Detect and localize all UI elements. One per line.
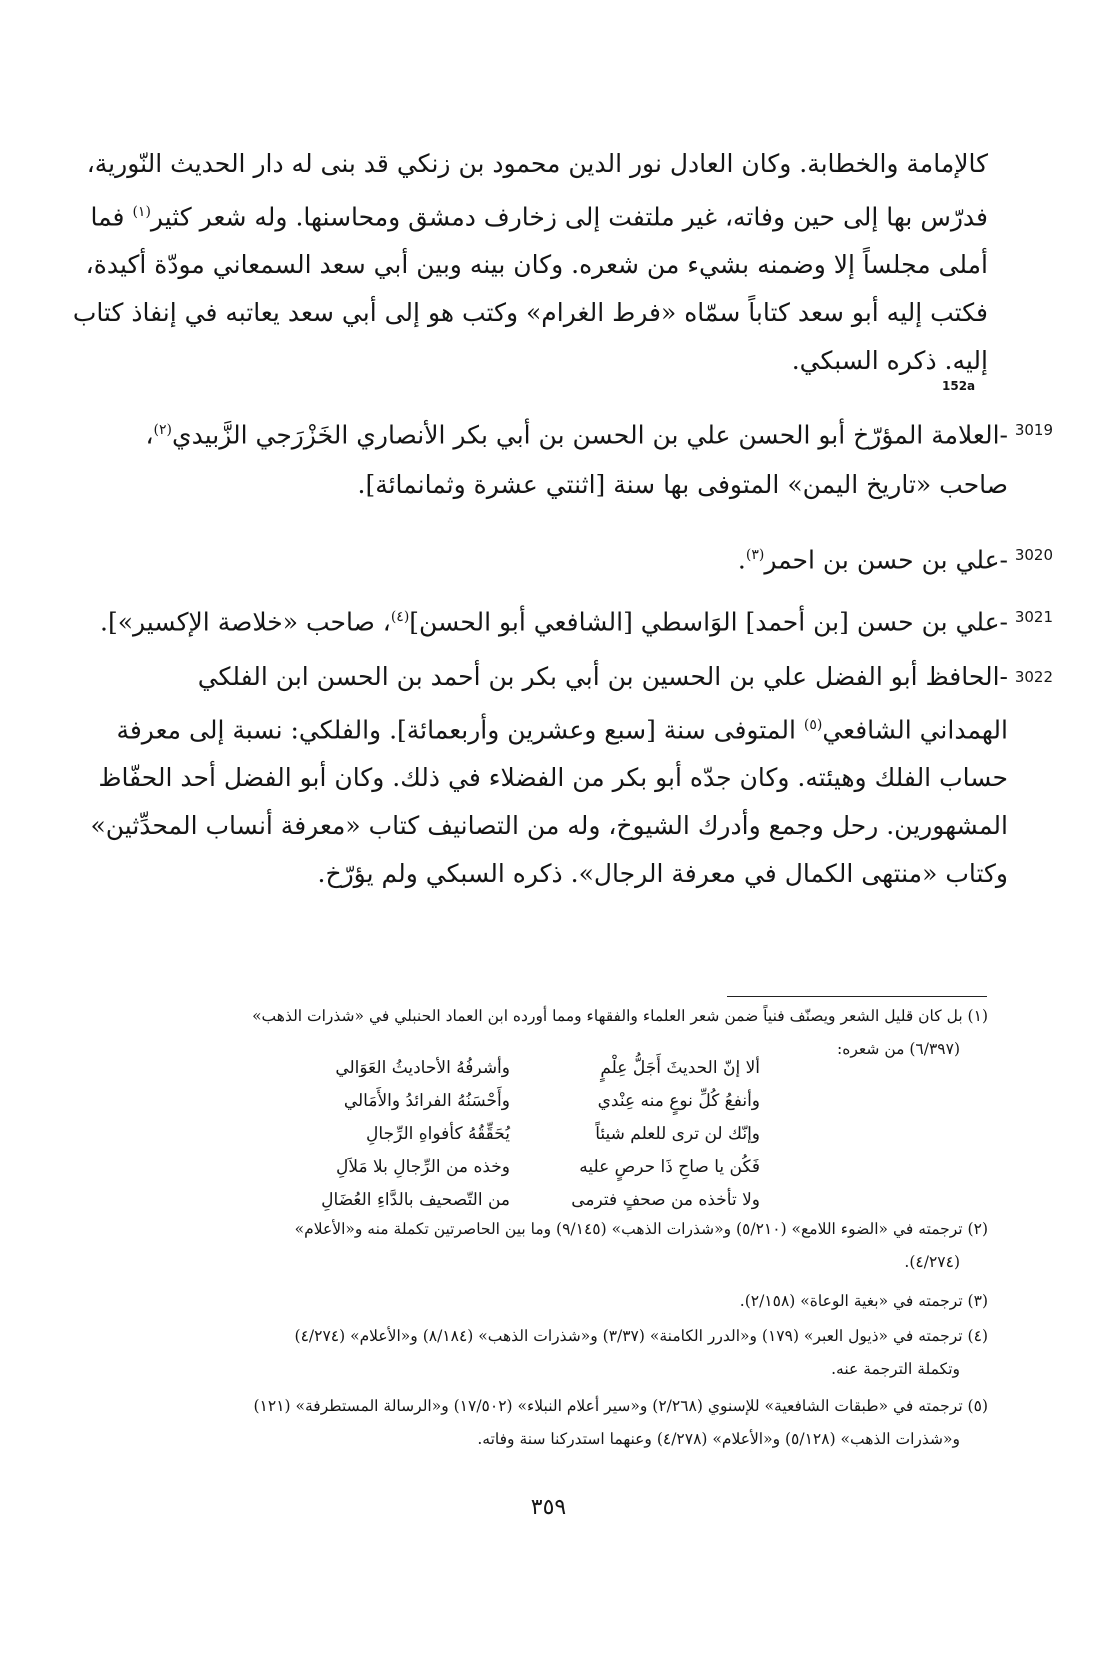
footnote-ref-2[interactable]: (٢) bbox=[153, 422, 172, 438]
entry-3022 bbox=[90, 653, 1053, 898]
footnote-ref-1[interactable]: (١) bbox=[132, 204, 151, 220]
entry-number: 3022 bbox=[1014, 668, 1053, 686]
poem-verse bbox=[300, 1151, 760, 1184]
footnote-ref-4[interactable]: (٤) bbox=[390, 609, 410, 625]
poem-hemistich-second: من التّصحيف بالدَّاءِ العُضَالِ bbox=[321, 1190, 510, 1210]
poem-hemistich-first: ألا إنّ الحديثَ أَجَلُّ عِلْمٍ bbox=[600, 1058, 760, 1078]
intro-line-5: إليه. ذكره السبكي. bbox=[791, 346, 988, 376]
entry-text: -علي بن حسن [بن أحمد] الوَاسطي [الشافعي أبو الحسن] bbox=[409, 607, 1008, 637]
poem bbox=[300, 1052, 760, 1217]
entry-line: المشهورين. رحل وجمع وأدرك الشيوخ، وله من التصانيف كتاب «معرفة أنساب المحدِّثين» bbox=[90, 811, 1008, 841]
entry-line: -الحافظ أبو الفضل علي بن الحسين بن أبي بكر بن أحمد بن الحسن ابن الفلكي bbox=[197, 662, 1008, 691]
entry-3021 bbox=[100, 592, 1053, 647]
footnote-ref-3[interactable]: (٣) bbox=[745, 547, 765, 563]
entry-line bbox=[108, 701, 1008, 754]
footnote-line: (٦/٣٩٧) من شعره: bbox=[837, 1040, 960, 1058]
poem-verse bbox=[300, 1118, 760, 1151]
footnote-divider bbox=[727, 996, 987, 997]
poem-verse bbox=[300, 1085, 760, 1118]
footnote-2-text bbox=[108, 1213, 988, 1279]
footnote-line: (٢) ترجمته في «الضوء اللامع» (٥/٢١٠) و«شذرات الذهب» (٩/١٤٥) وما بين الحاصرتين تكملة منه و«الأعلام» bbox=[294, 1220, 988, 1238]
intro-line-3: أملى مجلساً إلا وضمنه بشيء من شعره. وكان بينه وبين أبي سعد السمعاني مودّة أكيدة، bbox=[85, 250, 988, 280]
poem-hemistich-second: يُحَقِّقُهُ كأفواهِ الرِّجالِ bbox=[366, 1124, 510, 1144]
poem-hemistich-first: ولا تأخذه من صحفٍ فترمى bbox=[571, 1190, 760, 1210]
footnote-line: (١) بل كان قليل الشعر ويصنّف فنياً ضمن شعر العلماء والفقهاء ومما أورده ابن العماد الحنبلي في «شذرات الذهب» bbox=[252, 1007, 988, 1025]
footnote-line: (٤/٢٧٤). bbox=[904, 1253, 960, 1271]
entry-3020 bbox=[108, 530, 1053, 585]
entry-text-tail: ، bbox=[145, 420, 154, 450]
entry-line bbox=[108, 405, 1008, 460]
poem-hemistich-first: فَكُن يا صاحِ ذَا حرصٍ عليه bbox=[579, 1157, 760, 1177]
entry-line: حساب الفلك وهيئته. وكان جدّه أبو بكر من الفضلاء في ذلك. وكان أبو الفضل أحد الحفّاظ bbox=[98, 763, 1008, 793]
footnote-4 bbox=[108, 1320, 988, 1386]
entry-3019 bbox=[108, 405, 1053, 510]
footnote-5 bbox=[108, 1390, 988, 1456]
entry-line bbox=[108, 530, 1008, 585]
footnote-3-text: (٣) ترجمته في «بغية الوعاة» (٢/١٥٨). bbox=[739, 1292, 988, 1310]
poem-verse bbox=[300, 1052, 760, 1085]
footnote-3 bbox=[108, 1285, 988, 1318]
poem-hemistich-first: وإنّك لن ترى للعلم شيئاً bbox=[595, 1124, 760, 1144]
intro-line-2-tail: فما bbox=[90, 202, 133, 232]
footnote-5-text bbox=[108, 1390, 988, 1456]
footnote-line: و«شذرات الذهب» (٥/١٢٨) و«الأعلام» (٤/٢٧٨) وعنهما استدركنا سنة وفاته. bbox=[477, 1430, 960, 1448]
entry-text-tail: ، صاحب «خلاصة الإكسير»]. bbox=[100, 607, 391, 637]
folio-marker: 152a bbox=[942, 379, 976, 393]
intro-line-2-text: فدرّس بها إلى حين وفاته، غير ملتفت إلى زخارف دمشق ومحاسنها. وله شعر كثير bbox=[150, 202, 988, 232]
footnote-2 bbox=[108, 1213, 988, 1279]
intro-line-4: فكتب إليه أبو سعد كتاباً سمّاه «فرط الغرام» وكتب هو إلى أبي سعد يعاتبه في إنفاذ كتاب bbox=[72, 298, 988, 328]
entry-text: الهمداني الشافعي bbox=[822, 715, 1008, 745]
poem-hemistich-first: وأنفعُ كُلِّ نوعٍ منه عِنْدي bbox=[597, 1091, 760, 1111]
entry-text: -علي بن حسن بن احمر bbox=[764, 545, 1008, 575]
intro-paragraph bbox=[72, 140, 988, 385]
footnote-line: وتكملة الترجمة عنه. bbox=[831, 1360, 960, 1378]
poem-hemistich-second: وأَحْسَنُهُ الفرائدُ والأَمَالي bbox=[343, 1091, 510, 1111]
entry-text: -العلامة المؤرّخ أبو الحسن علي بن الحسن بن أبي بكر الأنصاري الخَزْرَجي الزَّبيدي bbox=[172, 420, 1008, 450]
entry-line bbox=[100, 592, 1008, 647]
footnote-line: (٤) ترجمته في «ذيول العبر» (١٧٩) و«الدرر الكامنة» (٣/٣٧) و«شذرات الذهب» (٨/١٨٤) و«الأعلام» (٤/٢٧٤) bbox=[294, 1327, 988, 1345]
entry-number: 3021 bbox=[1014, 608, 1053, 626]
footnote-4-text bbox=[108, 1320, 988, 1386]
page-number: ٣٥٩ bbox=[530, 1495, 567, 1520]
poem-hemistich-second: وخذه من الرِّجالِ بلا مَلاَلِ bbox=[335, 1157, 510, 1177]
entry-line: وكتاب «منتهى الكمال في معرفة الرجال». ذكره السبكي ولم يؤرّخ. bbox=[317, 859, 1008, 889]
entry-number: 3020 bbox=[1014, 546, 1053, 564]
entry-text-tail: . bbox=[737, 545, 746, 575]
intro-line-2 bbox=[90, 188, 988, 241]
entry-number: 3019 bbox=[1014, 421, 1053, 439]
entry-line: صاحب «تاريخ اليمن» المتوفى بها سنة [اثنتي عشرة وثمانمائة]. bbox=[357, 470, 1008, 500]
footnote-line: (٥) ترجمته في «طبقات الشافعية» للإسنوي (٢/٢٦٨) و«سير أعلام النبلاء» (١٧/٥٠٢) و«الرسالة المستطرفة» (١٢١) bbox=[253, 1397, 988, 1415]
footnote-ref-5[interactable]: (٥) bbox=[803, 717, 823, 733]
poem-hemistich-second: وأشرفُهُ الأحاديثُ العَوَالي bbox=[335, 1058, 510, 1078]
entry-text-tail: المتوفى سنة [سبع وعشرين وأربعمائة]. والفلكي: نسبة إلى معرفة bbox=[116, 715, 804, 745]
intro-line-1: كالإمامة والخطابة. وكان العادل نور الدين محمود بن زنكي قد بنى له دار الحديث النّورية، bbox=[86, 149, 988, 178]
